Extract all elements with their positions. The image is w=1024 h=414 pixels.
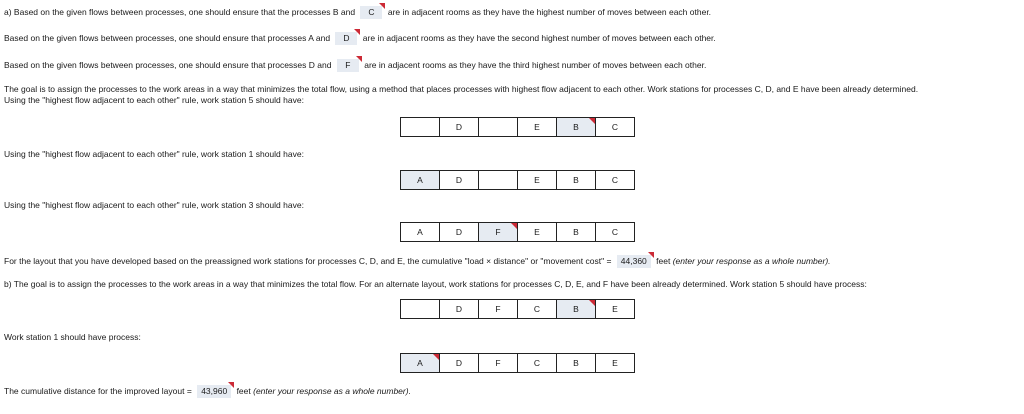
work-station-4 [517, 299, 557, 319]
work-station-6 [595, 117, 635, 137]
flag-icon [648, 252, 654, 258]
cost-line-a [4, 255, 831, 268]
cell-value: E [534, 122, 540, 132]
cell-value: B [573, 227, 579, 237]
work-station-3 [478, 170, 518, 190]
cell-value: A [417, 175, 423, 185]
work-station-4 [517, 170, 557, 190]
answer-a1-value: C [368, 7, 375, 17]
cell-value: D [455, 304, 463, 314]
cell-value: D [455, 175, 463, 185]
work-station-4 [517, 222, 557, 242]
cost-answer-box[interactable] [617, 255, 651, 268]
work-station-1 [400, 117, 440, 137]
work-station-2 [439, 117, 479, 137]
work-station-6 [595, 170, 635, 190]
distance-line-b [4, 385, 411, 398]
cell-value: B [573, 358, 579, 368]
cell-value: A [417, 358, 423, 368]
flag-icon [354, 29, 360, 35]
ws3-label-a: Using the "highest flow adjacent to each other" rule, work station 3 should have: [4, 200, 304, 210]
work-station-3 [478, 353, 518, 373]
work-station-4 [517, 117, 557, 137]
flag-icon [379, 3, 385, 9]
work-station-6 [595, 222, 635, 242]
cell-value: C [533, 304, 541, 314]
cell-value: E [534, 227, 540, 237]
ws1-label-a: Using the "highest flow adjacent to each other" rule, work station 1 should have: [4, 149, 304, 159]
goal-a-line1: The goal is to assign the processes to the work areas in a way that minimizes the total flow, using a method that places processes with highest flow adjacent to each other. Work stations for processes C, D, and E have been already determined. [4, 84, 919, 94]
answer-box-a1[interactable] [360, 6, 382, 19]
distance-value: 43,960 [201, 386, 228, 396]
work-station-2 [439, 222, 479, 242]
question-a2-text: Based on the given flows between processes, one should ensure that processes A and [4, 32, 331, 43]
work-station-5 [556, 353, 596, 373]
distance-unit: feet [236, 385, 251, 396]
work-station-1 [400, 299, 440, 319]
cost-value: 44,360 [620, 256, 647, 266]
question-a1-text: a) Based on the given flows between processes, one should ensure that the processes B and [4, 6, 356, 17]
flag-icon [356, 56, 362, 62]
work-station-4 [517, 353, 557, 373]
work-station-6 [595, 299, 635, 319]
layout-row-a3 [400, 222, 635, 242]
question-a2-post: are in adjacent rooms as they have the second highest number of moves between each other. [362, 32, 716, 43]
work-station-3 [478, 299, 518, 319]
goal-a-line2: Using the "highest flow adjacent to each other" rule, work station 5 should have: [4, 95, 304, 105]
cost-unit: feet [656, 255, 671, 266]
cell-value: F [495, 358, 501, 368]
work-station-1-select[interactable] [400, 353, 440, 373]
cost-text: For the layout that you have developed based on the preassigned work stations for processes C, D, and E, the cumulative "load × distance" or "movement cost" = [4, 255, 612, 266]
cell-value: C [611, 175, 619, 185]
cell-value: D [455, 358, 463, 368]
question-a3-post: are in adjacent rooms as they have the third highest number of moves between each other. [364, 59, 707, 70]
cell-value: E [612, 304, 618, 314]
cell-value: E [534, 175, 540, 185]
question-a1-post: are in adjacent rooms as they have the highest number of moves between each other. [387, 6, 712, 17]
layout-row-b1 [400, 299, 635, 319]
work-station-1-select[interactable] [400, 170, 440, 190]
layout-row-b2 [400, 353, 635, 373]
cell-value: B [573, 122, 579, 132]
work-station-5 [556, 170, 596, 190]
distance-text: The cumulative distance for the improved layout = [4, 385, 192, 396]
answer-box-a3[interactable] [337, 59, 359, 72]
work-station-6 [595, 353, 635, 373]
cell-value: B [573, 175, 579, 185]
cell-value: B [573, 304, 579, 314]
work-station-3-select[interactable] [478, 222, 518, 242]
flag-icon [228, 382, 234, 388]
cell-value: F [495, 304, 501, 314]
work-station-2 [439, 353, 479, 373]
cell-value: C [611, 122, 619, 132]
layout-row-a2 [400, 170, 635, 190]
question-a2 [4, 32, 716, 45]
work-station-5-select[interactable] [556, 117, 596, 137]
answer-a3-value: F [345, 60, 351, 70]
cell-value: D [455, 227, 463, 237]
work-station-2 [439, 170, 479, 190]
distance-answer-box[interactable] [197, 385, 231, 398]
work-station-5-select[interactable] [556, 299, 596, 319]
question-a3-text: Based on the given flows between processes, one should ensure that processes D and [4, 59, 332, 70]
cell-value: C [611, 227, 619, 237]
work-station-2 [439, 299, 479, 319]
work-station-3 [478, 117, 518, 137]
cell-value: D [455, 122, 463, 132]
cost-hint: (enter your response as a whole number). [672, 255, 831, 266]
layout-row-a1 [400, 117, 635, 137]
cell-value: C [533, 358, 541, 368]
answer-box-a2[interactable] [335, 32, 357, 45]
answer-a2-value: D [343, 33, 350, 43]
cell-value: A [417, 227, 423, 237]
cell-value: E [612, 358, 618, 368]
ws1-label-b: Work station 1 should have process: [4, 332, 141, 342]
work-station-1 [400, 222, 440, 242]
question-a3 [4, 59, 706, 72]
question-a1 [4, 6, 711, 19]
goal-b-line: b) The goal is to assign the processes to the work areas in a way that minimizes the total flow. For an alternate layout, work stations for processes C, D, E, and F have been already determined. Work station 5 should have process: [4, 279, 867, 289]
cell-value: F [495, 227, 501, 237]
distance-hint: (enter your response as a whole number). [253, 385, 411, 396]
work-station-5 [556, 222, 596, 242]
